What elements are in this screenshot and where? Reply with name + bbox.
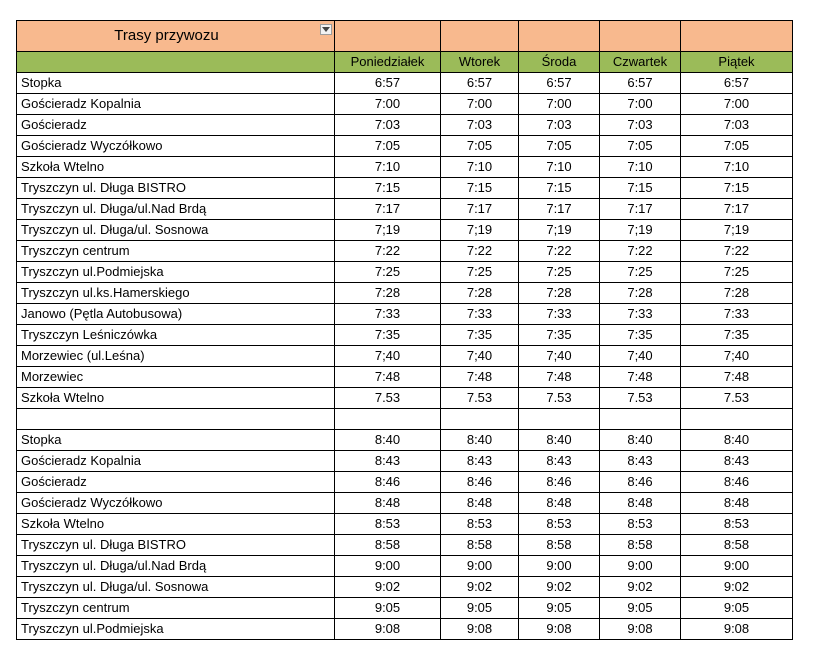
time-cell[interactable]: 7:15 — [441, 178, 519, 199]
time-cell[interactable]: 7:17 — [335, 199, 441, 220]
time-cell[interactable]: 7:05 — [335, 136, 441, 157]
time-cell[interactable] — [600, 409, 681, 430]
time-cell[interactable]: 9:05 — [335, 598, 441, 619]
time-cell[interactable]: 7;19 — [600, 220, 681, 241]
time-cell[interactable]: 9:08 — [335, 619, 441, 640]
time-cell[interactable]: 9:00 — [441, 556, 519, 577]
time-cell[interactable]: 6:57 — [441, 73, 519, 94]
time-cell[interactable]: 7:10 — [441, 157, 519, 178]
time-cell[interactable]: 8:58 — [441, 535, 519, 556]
day-header[interactable]: Czwartek — [600, 52, 681, 73]
time-cell[interactable]: 7.53 — [600, 388, 681, 409]
time-cell[interactable]: 7:17 — [519, 199, 600, 220]
chevron-down-icon — [322, 27, 330, 32]
table-row — [17, 493, 793, 514]
stop-name-cell[interactable]: Gościeradz Wyczółkowo — [17, 136, 335, 157]
table-row — [17, 556, 793, 577]
time-cell[interactable]: 8:53 — [600, 514, 681, 535]
time-cell[interactable]: 9:02 — [600, 577, 681, 598]
table-row — [17, 514, 793, 535]
time-cell[interactable]: 6:57 — [600, 73, 681, 94]
stop-name-cell[interactable]: Tryszczyn ul. Długa BISTRO — [17, 178, 335, 199]
time-cell[interactable]: 8:53 — [681, 514, 793, 535]
days-header-empty[interactable] — [17, 52, 335, 73]
time-cell[interactable]: 7:48 — [441, 367, 519, 388]
time-cell[interactable]: 7:03 — [600, 115, 681, 136]
stop-name-cell[interactable]: Morzewiec (ul.Leśna) — [17, 346, 335, 367]
time-cell[interactable]: 8:48 — [335, 493, 441, 514]
time-cell[interactable]: 7:15 — [335, 178, 441, 199]
stop-name-cell[interactable]: Gościeradz — [17, 115, 335, 136]
time-cell[interactable]: 7:00 — [519, 94, 600, 115]
filter-dropdown-button[interactable] — [320, 24, 332, 35]
time-cell[interactable]: 8:46 — [519, 472, 600, 493]
title-cell-empty[interactable] — [335, 21, 441, 52]
time-cell[interactable]: 8:48 — [441, 493, 519, 514]
title-cell-empty[interactable] — [600, 21, 681, 52]
time-cell[interactable]: 8:58 — [681, 535, 793, 556]
stop-name-cell[interactable]: Tryszczyn centrum — [17, 598, 335, 619]
stop-name-cell[interactable]: Tryszczyn ul. Długa/ul. Sosnowa — [17, 577, 335, 598]
time-cell[interactable]: 9:08 — [519, 619, 600, 640]
table-row — [17, 262, 793, 283]
time-cell[interactable]: 9:02 — [519, 577, 600, 598]
time-cell[interactable]: 8:48 — [681, 493, 793, 514]
table-row — [17, 346, 793, 367]
time-cell[interactable]: 7.53 — [441, 388, 519, 409]
stop-name-cell[interactable]: Gościeradz Kopalnia — [17, 451, 335, 472]
table-row — [17, 577, 793, 598]
time-cell[interactable]: 8:43 — [335, 451, 441, 472]
time-cell[interactable]: 8:40 — [441, 430, 519, 451]
table-row — [17, 367, 793, 388]
stop-name-cell[interactable]: Gościeradz Wyczółkowo — [17, 493, 335, 514]
time-cell[interactable]: 7:15 — [519, 178, 600, 199]
time-cell[interactable]: 7:25 — [335, 262, 441, 283]
table-row — [17, 157, 793, 178]
time-cell[interactable]: 8:40 — [681, 430, 793, 451]
time-cell[interactable]: 7;19 — [519, 220, 600, 241]
time-cell[interactable]: 7.53 — [681, 388, 793, 409]
time-cell[interactable]: 8:48 — [600, 493, 681, 514]
time-cell[interactable]: 8:58 — [600, 535, 681, 556]
time-cell[interactable]: 8:53 — [519, 514, 600, 535]
time-cell[interactable]: 7:33 — [441, 304, 519, 325]
time-cell[interactable]: 7:00 — [335, 94, 441, 115]
time-cell[interactable]: 8:58 — [335, 535, 441, 556]
time-cell[interactable] — [519, 409, 600, 430]
time-cell[interactable]: 8:40 — [335, 430, 441, 451]
time-cell[interactable]: 9:02 — [441, 577, 519, 598]
time-cell[interactable]: 9:02 — [681, 577, 793, 598]
table-row — [17, 304, 793, 325]
stop-name-cell[interactable]: Szkoła Wtelno — [17, 388, 335, 409]
table-row — [17, 451, 793, 472]
time-cell[interactable]: 7;40 — [441, 346, 519, 367]
time-cell[interactable]: 7:17 — [441, 199, 519, 220]
time-cell[interactable]: 7:22 — [600, 241, 681, 262]
time-cell[interactable]: 7:03 — [681, 115, 793, 136]
time-cell[interactable]: 7:22 — [681, 241, 793, 262]
time-cell[interactable]: 7:28 — [335, 283, 441, 304]
table-row — [17, 409, 793, 430]
table-row — [17, 388, 793, 409]
time-cell[interactable]: 7:28 — [519, 283, 600, 304]
table-row — [17, 136, 793, 157]
stop-name-cell[interactable]: Janowo (Pętla Autobusowa) — [17, 304, 335, 325]
day-header[interactable]: Środa — [519, 52, 600, 73]
title-cell-empty[interactable] — [681, 21, 793, 52]
time-cell[interactable]: 7:00 — [600, 94, 681, 115]
time-cell[interactable]: 7;40 — [335, 346, 441, 367]
time-cell[interactable]: 7:25 — [600, 262, 681, 283]
time-cell[interactable]: 7:28 — [681, 283, 793, 304]
time-cell[interactable]: 7:10 — [519, 157, 600, 178]
time-cell[interactable] — [335, 409, 441, 430]
table-row — [17, 325, 793, 346]
stop-name-cell[interactable]: Tryszczyn Leśniczówka — [17, 325, 335, 346]
time-cell[interactable]: 7:10 — [335, 157, 441, 178]
time-cell[interactable]: 8:43 — [681, 451, 793, 472]
time-cell[interactable]: 7;40 — [519, 346, 600, 367]
time-cell[interactable]: 8:48 — [519, 493, 600, 514]
time-cell[interactable]: 7:10 — [600, 157, 681, 178]
time-cell[interactable]: 7:22 — [519, 241, 600, 262]
time-cell[interactable]: 7;19 — [681, 220, 793, 241]
stop-name-cell[interactable]: Gościeradz Kopalnia — [17, 94, 335, 115]
time-cell[interactable]: 7:28 — [441, 283, 519, 304]
time-cell[interactable]: 7:35 — [441, 325, 519, 346]
time-cell[interactable]: 7;19 — [335, 220, 441, 241]
time-cell[interactable]: 8:46 — [600, 472, 681, 493]
time-cell[interactable]: 7:15 — [681, 178, 793, 199]
table-row — [17, 598, 793, 619]
table-row — [17, 619, 793, 640]
stop-name-cell[interactable]: Stopka — [17, 73, 335, 94]
stop-name-cell[interactable]: Morzewiec — [17, 367, 335, 388]
table-row — [17, 178, 793, 199]
day-header[interactable]: Poniedziałek — [335, 52, 441, 73]
time-cell[interactable]: 8:46 — [441, 472, 519, 493]
time-cell[interactable]: 7:00 — [681, 94, 793, 115]
day-header[interactable]: Wtorek — [441, 52, 519, 73]
stop-name-cell[interactable]: Tryszczyn ul. Długa/ul. Sosnowa — [17, 220, 335, 241]
time-cell[interactable]: 9:05 — [519, 598, 600, 619]
time-cell[interactable]: 7:35 — [681, 325, 793, 346]
time-cell[interactable]: 6:57 — [681, 73, 793, 94]
time-cell[interactable]: 7:25 — [519, 262, 600, 283]
time-cell[interactable]: 9:05 — [600, 598, 681, 619]
stop-name-cell[interactable]: Szkoła Wtelno — [17, 157, 335, 178]
time-cell[interactable]: 9:02 — [335, 577, 441, 598]
stop-name-cell[interactable] — [17, 409, 335, 430]
time-cell[interactable]: 9:08 — [681, 619, 793, 640]
stop-name-cell[interactable]: Tryszczyn ul.ks.Hamerskiego — [17, 283, 335, 304]
time-cell[interactable]: 8:40 — [519, 430, 600, 451]
table-row — [17, 241, 793, 262]
time-cell[interactable]: 7:25 — [681, 262, 793, 283]
time-cell[interactable] — [441, 409, 519, 430]
time-cell[interactable]: 7:33 — [681, 304, 793, 325]
table-row — [17, 472, 793, 493]
time-cell[interactable]: 8:46 — [335, 472, 441, 493]
time-cell[interactable]: 7:03 — [441, 115, 519, 136]
time-cell[interactable]: 8:43 — [519, 451, 600, 472]
time-cell[interactable]: 7:35 — [519, 325, 600, 346]
time-cell[interactable]: 7;19 — [441, 220, 519, 241]
time-cell[interactable]: 7:33 — [335, 304, 441, 325]
time-cell[interactable]: 9:00 — [681, 556, 793, 577]
table-row — [17, 535, 793, 556]
stop-name-cell[interactable]: Stopka — [17, 430, 335, 451]
time-cell[interactable]: 9:00 — [519, 556, 600, 577]
time-cell[interactable]: 7:05 — [441, 136, 519, 157]
time-cell[interactable]: 7:25 — [441, 262, 519, 283]
stop-name-cell[interactable]: Tryszczyn ul. Długa/ul.Nad Brdą — [17, 199, 335, 220]
time-cell[interactable]: 7:17 — [600, 199, 681, 220]
time-cell[interactable]: 7:05 — [519, 136, 600, 157]
table-row — [17, 430, 793, 451]
title-cell-empty[interactable] — [441, 21, 519, 52]
time-cell[interactable]: 9:05 — [441, 598, 519, 619]
time-cell[interactable]: 7:28 — [600, 283, 681, 304]
time-cell[interactable]: 7:48 — [335, 367, 441, 388]
stop-name-cell[interactable]: Tryszczyn ul. Długa/ul.Nad Brdą — [17, 556, 335, 577]
time-cell[interactable]: 7:48 — [600, 367, 681, 388]
title-row — [17, 21, 793, 52]
title-cell-empty[interactable] — [519, 21, 600, 52]
time-cell[interactable]: 7:03 — [335, 115, 441, 136]
time-cell[interactable]: 8:58 — [519, 535, 600, 556]
time-cell[interactable]: 9:08 — [441, 619, 519, 640]
time-cell[interactable]: 6:57 — [519, 73, 600, 94]
time-cell[interactable]: 7:33 — [519, 304, 600, 325]
time-cell[interactable]: 7:48 — [681, 367, 793, 388]
time-cell[interactable]: 7;40 — [600, 346, 681, 367]
time-cell[interactable]: 8:40 — [600, 430, 681, 451]
day-header[interactable]: Piątek — [681, 52, 793, 73]
time-cell[interactable]: 7:03 — [519, 115, 600, 136]
time-cell[interactable]: 9:05 — [681, 598, 793, 619]
time-cell[interactable]: 7:33 — [600, 304, 681, 325]
time-cell[interactable]: 9:00 — [600, 556, 681, 577]
timetable — [16, 20, 793, 640]
timetable-sheet — [16, 20, 793, 640]
stop-name-cell[interactable]: Tryszczyn centrum — [17, 241, 335, 262]
days-header-row — [17, 52, 793, 73]
time-cell[interactable]: 8:53 — [441, 514, 519, 535]
time-cell[interactable]: 7:10 — [681, 157, 793, 178]
time-cell[interactable]: 8:53 — [335, 514, 441, 535]
time-cell[interactable]: 6:57 — [335, 73, 441, 94]
time-cell[interactable]: 7:05 — [681, 136, 793, 157]
time-cell[interactable]: 7:35 — [600, 325, 681, 346]
stop-name-cell[interactable]: Tryszczyn ul. Długa BISTRO — [17, 535, 335, 556]
stop-name-cell[interactable]: Tryszczyn ul.Podmiejska — [17, 262, 335, 283]
time-cell[interactable]: 9:08 — [600, 619, 681, 640]
time-cell[interactable] — [681, 409, 793, 430]
table-row — [17, 115, 793, 136]
title-cell[interactable] — [17, 21, 335, 52]
stop-name-cell[interactable]: Tryszczyn ul.Podmiejska — [17, 619, 335, 640]
sheet-title: Trasy przywozu — [114, 27, 219, 44]
time-cell[interactable]: 8:46 — [681, 472, 793, 493]
stop-name-cell[interactable]: Szkoła Wtelno — [17, 514, 335, 535]
table-row — [17, 73, 793, 94]
time-cell[interactable]: 8:43 — [441, 451, 519, 472]
time-cell[interactable]: 7.53 — [519, 388, 600, 409]
table-row — [17, 220, 793, 241]
time-cell[interactable]: 7:00 — [441, 94, 519, 115]
table-row — [17, 94, 793, 115]
time-cell[interactable]: 7:22 — [441, 241, 519, 262]
time-cell[interactable]: 7.53 — [335, 388, 441, 409]
time-cell[interactable]: 7:17 — [681, 199, 793, 220]
time-cell[interactable]: 7:48 — [519, 367, 600, 388]
table-row — [17, 283, 793, 304]
stop-name-cell[interactable]: Gościeradz — [17, 472, 335, 493]
table-row — [17, 199, 793, 220]
time-cell[interactable]: 7:22 — [335, 241, 441, 262]
time-cell[interactable]: 7;40 — [681, 346, 793, 367]
time-cell[interactable]: 9:00 — [335, 556, 441, 577]
time-cell[interactable]: 7:35 — [335, 325, 441, 346]
time-cell[interactable]: 8:43 — [600, 451, 681, 472]
time-cell[interactable]: 7:05 — [600, 136, 681, 157]
time-cell[interactable]: 7:15 — [600, 178, 681, 199]
